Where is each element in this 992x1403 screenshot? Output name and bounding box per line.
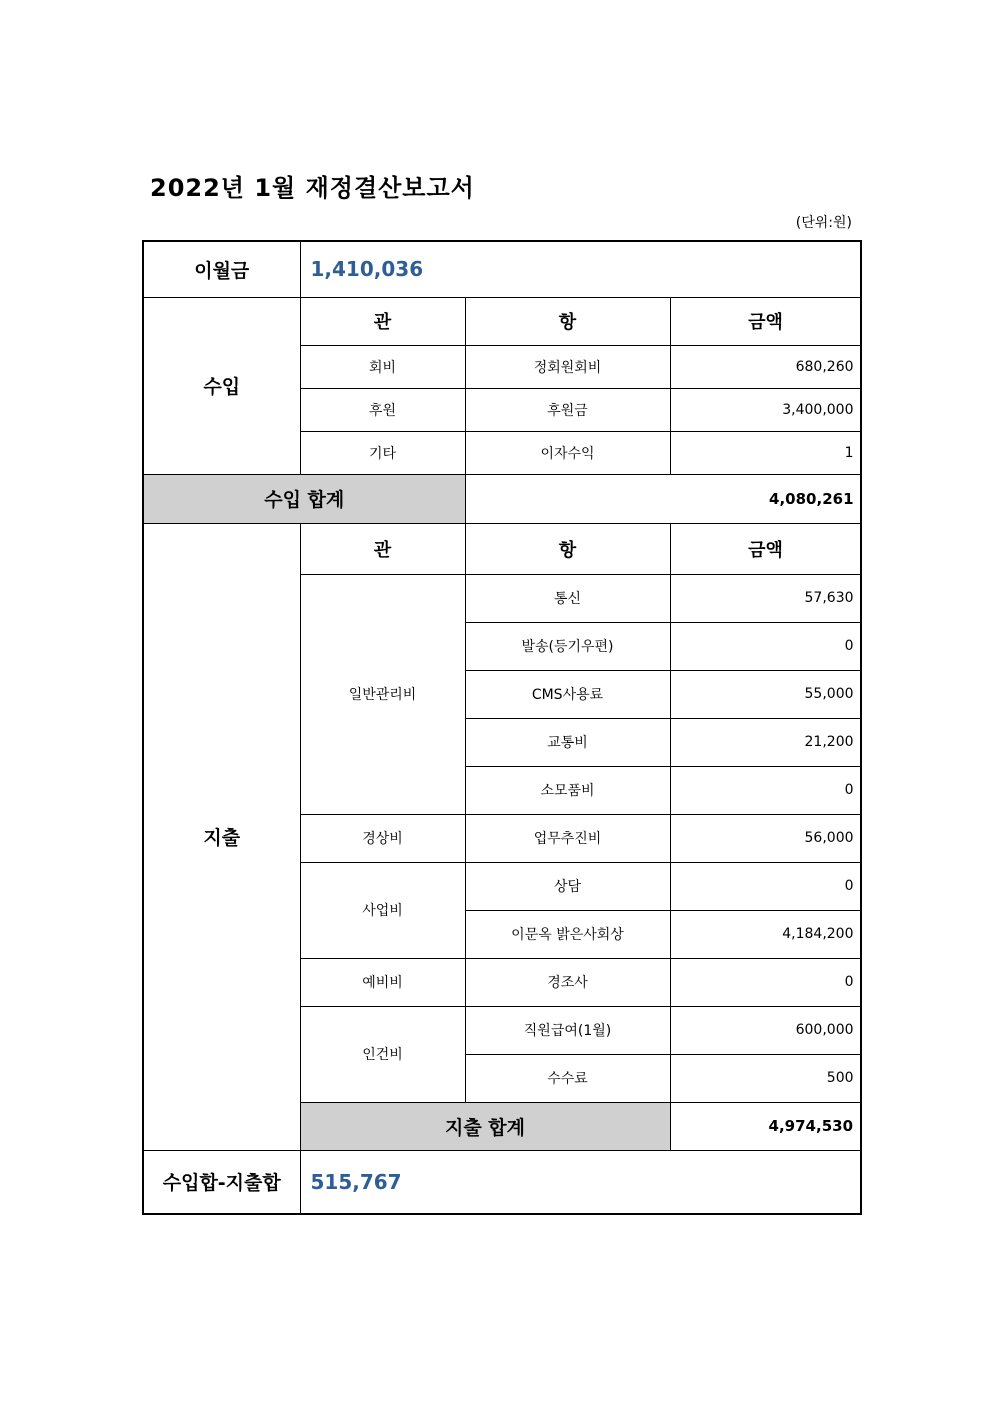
- expense-amount: 56,000: [670, 814, 861, 862]
- income-gwan: 후원: [300, 388, 465, 431]
- page-title: 2022년 1월 재정결산보고서: [150, 174, 475, 202]
- expense-hang: 수수료: [465, 1054, 670, 1102]
- expense-hang: 업무추진비: [465, 814, 670, 862]
- expense-amount: 500: [670, 1054, 861, 1102]
- expense-total-value: 4,974,530: [670, 1102, 861, 1150]
- expense-hang: 상담: [465, 862, 670, 910]
- carryover-value: 1,410,036: [300, 241, 861, 297]
- carryover-row: [143, 241, 861, 297]
- income-hang: 이자수익: [465, 431, 670, 474]
- income-amount: 680,260: [670, 345, 861, 388]
- expense-amount: 55,000: [670, 670, 861, 718]
- income-section-label: 수입: [143, 297, 300, 474]
- expense-amount: 0: [670, 958, 861, 1006]
- expense-gwan: 일반관리비: [300, 574, 465, 814]
- expense-hang: 교통비: [465, 718, 670, 766]
- expense-amount: 0: [670, 622, 861, 670]
- expense-amount: 0: [670, 862, 861, 910]
- expense-amount: 57,630: [670, 574, 861, 622]
- balance-row: [143, 1150, 861, 1214]
- income-hang: 후원금: [465, 388, 670, 431]
- col-header-amount: 금액: [670, 523, 861, 574]
- expense-hang: 직원급여(1월): [465, 1006, 670, 1054]
- expense-gwan: 사업비: [300, 862, 465, 958]
- income-gwan: 기타: [300, 431, 465, 474]
- expense-hang: 소모품비: [465, 766, 670, 814]
- income-hang: 정회원회비: [465, 345, 670, 388]
- income-total-label: 수입 합계: [143, 474, 465, 523]
- expense-hang: 통신: [465, 574, 670, 622]
- expense-amount: 600,000: [670, 1006, 861, 1054]
- income-gwan: 회비: [300, 345, 465, 388]
- income-header-row: [143, 297, 861, 345]
- finance-report-table: [142, 240, 862, 1215]
- col-header-hang: 항: [465, 523, 670, 574]
- income-total-value: 4,080,261: [465, 474, 861, 523]
- expense-gwan: 경상비: [300, 814, 465, 862]
- unit-label: (단위:원): [795, 215, 852, 231]
- expense-header-row: [143, 523, 861, 574]
- col-header-gwan: 관: [300, 523, 465, 574]
- balance-label: 수입합-지출합: [143, 1150, 300, 1214]
- expense-amount: 21,200: [670, 718, 861, 766]
- expense-amount: 0: [670, 766, 861, 814]
- col-header-amount: 금액: [670, 297, 861, 345]
- expense-section-label: 지출: [143, 523, 300, 1150]
- expense-gwan: 예비비: [300, 958, 465, 1006]
- expense-hang: 이문옥 밝은사회상: [465, 910, 670, 958]
- expense-amount: 4,184,200: [670, 910, 861, 958]
- expense-gwan: 인건비: [300, 1006, 465, 1102]
- income-amount: 3,400,000: [670, 388, 861, 431]
- expense-hang: 발송(등기우편): [465, 622, 670, 670]
- balance-value: 515,767: [300, 1150, 861, 1214]
- expense-hang: CMS사용료: [465, 670, 670, 718]
- income-total-row: [143, 474, 861, 523]
- income-amount: 1: [670, 431, 861, 474]
- col-header-hang: 항: [465, 297, 670, 345]
- carryover-label: 이월금: [143, 241, 300, 297]
- col-header-gwan: 관: [300, 297, 465, 345]
- expense-hang: 경조사: [465, 958, 670, 1006]
- expense-total-label: 지출 합계: [300, 1102, 670, 1150]
